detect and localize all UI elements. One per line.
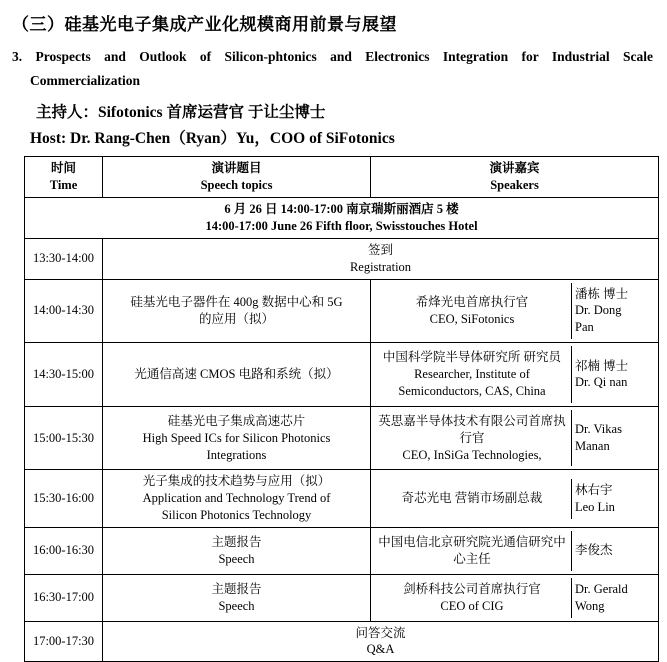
row-full-cell <box>103 621 659 662</box>
section-number: 3. <box>12 49 23 64</box>
speaker-affiliation-cn: 中国科学院半导体研究所 研究员 <box>382 350 562 365</box>
row-full-en: Q&A <box>366 642 395 657</box>
speaker-name-cn: 祁楠 博士 <box>575 358 629 373</box>
table-row <box>25 343 659 407</box>
speaker-name-cn: 潘栋 博士 <box>575 286 629 301</box>
speaker-name-en: Dr. Gerald <box>575 581 628 596</box>
table-row <box>25 406 659 470</box>
row-full-cn: 问答交流 <box>355 625 406 640</box>
speaker-affiliation <box>373 479 572 519</box>
row-time: 15:30-16:00 <box>25 470 103 528</box>
speaker-affiliation-cn: 希烽光电首席执行官 <box>415 294 529 309</box>
speaker-affiliation <box>373 410 572 467</box>
speaker-name <box>572 410 656 467</box>
row-topic-en2: Silicon Photonics Technology <box>161 508 312 523</box>
row-topic <box>103 279 371 343</box>
speaker-split <box>373 479 656 519</box>
row-topic <box>103 470 371 528</box>
table-row <box>25 470 659 528</box>
speaker-affiliation <box>373 531 572 571</box>
speaker-split <box>373 346 656 403</box>
host-en: Host: Dr. Rang-Chen（Ryan）Yu，COO of SiFotonics <box>30 130 395 148</box>
row-topic-cn: 主题报告 <box>211 535 262 549</box>
speaker-name-en2: Pan <box>575 320 594 335</box>
header-time-en: Time <box>49 178 78 193</box>
speaker-name <box>572 346 656 403</box>
speaker-name <box>572 531 656 571</box>
speaker-affiliation-en: CEO, SiFotonics <box>429 311 515 326</box>
speaker-name-en2: Manan <box>575 439 610 454</box>
speaker-affiliation-cn2: 行官 <box>459 430 485 445</box>
venue-row <box>25 198 659 239</box>
speaker-affiliation <box>373 346 572 403</box>
speaker-name-en: Dr. Vikas <box>575 422 622 437</box>
row-time: 16:00-16:30 <box>25 528 103 575</box>
header-topic-en: Speech topics <box>200 178 273 193</box>
speaker-affiliation-cn: 中国电信北京研究院光通信研究中 <box>378 535 566 549</box>
row-time: 13:30-14:00 <box>25 238 103 279</box>
speaker-name-en: Leo Lin <box>575 499 615 514</box>
row-speaker <box>371 343 659 407</box>
row-topic-cn: 光子集成的技术趋势与应用（拟） <box>142 474 331 489</box>
speaker-name <box>572 283 656 340</box>
header-speaker-cn: 演讲嘉宾 <box>489 161 540 176</box>
speaker-name-cn: 林右宇 <box>575 482 613 497</box>
row-topic-en: Application and Technology Trend of <box>142 491 331 506</box>
speaker-name-en2: Wong <box>575 598 605 613</box>
row-full-cell <box>103 238 659 279</box>
speaker-split <box>373 578 656 618</box>
agenda-table <box>24 156 659 662</box>
header-speaker-en: Speakers <box>490 178 539 193</box>
section-heading-en-text: Prospects and Outlook of Silicon-phtonics and Electronics Integration for Industrial Scale <box>35 49 653 64</box>
row-topic-cn2: 的应用（拟） <box>198 311 274 326</box>
venue-line-cn: 6 月 26 日 14:00-17:00 南京瑞斯丽酒店 5 楼 <box>224 202 459 216</box>
row-topic-en: Speech <box>218 598 255 613</box>
row-time: 16:30-17:00 <box>25 574 103 621</box>
row-speaker <box>371 470 659 528</box>
speaker-affiliation-en2: Semiconductors, CAS, China <box>398 383 546 398</box>
table-row <box>25 574 659 621</box>
row-topic <box>103 574 371 621</box>
venue-line-en: 14:00-17:00 June 26 Fifth floor, Swisstouches Hotel <box>205 218 478 233</box>
speaker-affiliation-cn: 英思嘉半导体技术有限公司首席执 <box>378 413 566 428</box>
row-time: 14:30-15:00 <box>25 343 103 407</box>
row-time: 15:00-15:30 <box>25 406 103 470</box>
row-topic-en: Speech <box>218 551 255 566</box>
row-full-en: Registration <box>349 259 412 274</box>
speaker-name-en: Dr. Qi nan <box>575 375 628 390</box>
speaker-affiliation-cn: 剑桥科技公司首席执行官 <box>403 581 541 596</box>
row-time: 17:00-17:30 <box>25 621 103 662</box>
row-topic-cn: 主题报告 <box>211 581 262 596</box>
table-row <box>25 621 659 662</box>
section-heading-cn: （三）硅基光电子集成产业化规模商用前景与展望 <box>12 15 397 34</box>
speaker-affiliation-cn2: 心主任 <box>453 551 491 566</box>
speaker-affiliation-en: Researcher, Institute of <box>414 367 530 381</box>
venue-cell <box>25 198 659 239</box>
row-full-cn: 签到 <box>367 242 393 257</box>
row-topic-cn: 硅基光电子器件在 400g 数据中心和 5G <box>130 294 343 309</box>
row-speaker <box>371 279 659 343</box>
row-topic <box>103 343 371 407</box>
row-topic <box>103 406 371 470</box>
speaker-split <box>373 531 656 571</box>
speaker-affiliation-cn: 奇芯光电 营销市场副总裁 <box>401 491 543 506</box>
speaker-name <box>572 479 656 519</box>
speaker-affiliation-en: CEO of CIG <box>440 598 504 613</box>
speaker-name-en: Dr. Dong <box>575 303 622 318</box>
row-speaker <box>371 406 659 470</box>
header-topic <box>103 157 371 198</box>
row-time: 14:00-14:30 <box>25 279 103 343</box>
section-heading-en-line2: Commercialization <box>30 72 140 88</box>
header-time-cn: 时间 <box>50 161 76 176</box>
speaker-split <box>373 410 656 467</box>
speaker-affiliation-en: CEO, InSiGa Technologies, <box>402 447 542 462</box>
section-heading-en <box>12 45 653 69</box>
speaker-affiliation <box>373 578 572 618</box>
row-topic-cn: 光通信高速 CMOS 电路和系统（拟） <box>134 367 339 381</box>
header-speaker <box>371 157 659 198</box>
speaker-affiliation <box>373 283 572 340</box>
header-time <box>25 157 103 198</box>
speaker-split <box>373 283 656 340</box>
table-row <box>25 528 659 575</box>
speaker-name <box>572 578 656 618</box>
row-topic-cn: 硅基光电子集成高速芯片 <box>167 413 306 428</box>
row-topic-en: High Speed ICs for Silicon Photonics <box>142 430 331 445</box>
host-cn: 主持人：Sifotonics 首席运营官 于让尘博士 <box>36 104 326 122</box>
row-topic-en2: Integrations <box>206 447 267 462</box>
table-header-row <box>25 157 659 198</box>
table-row <box>25 279 659 343</box>
row-topic <box>103 528 371 575</box>
row-speaker <box>371 528 659 575</box>
header-topic-cn: 演讲题目 <box>211 161 262 176</box>
row-speaker <box>371 574 659 621</box>
speaker-name-cn: 李俊杰 <box>575 543 613 558</box>
table-row <box>25 238 659 279</box>
